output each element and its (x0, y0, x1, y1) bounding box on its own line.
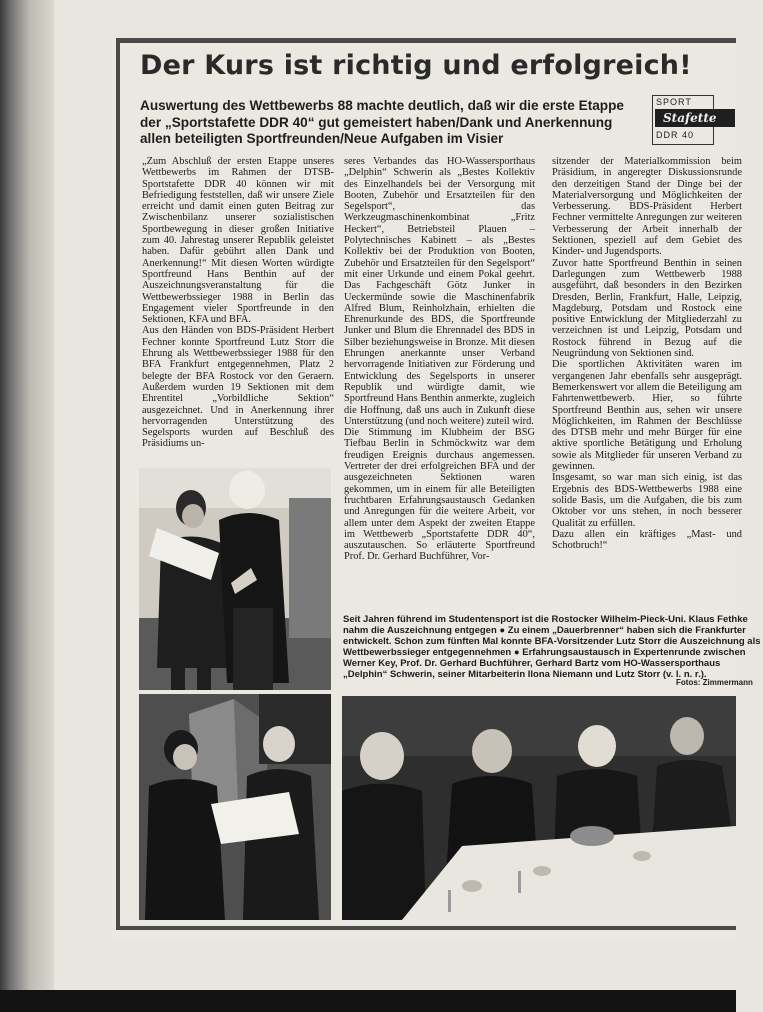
text-column-2 (344, 156, 535, 563)
frame-top-rule (118, 38, 736, 43)
photo-award-handover-2 (139, 694, 331, 920)
paragraph: Die Stimmung im Klubheim der BSG Tiefbau Berlin in Schmöckwitz war dem freudigen Ereignis durchaus angemessen. Vertreter der drei erfolgreichen BFA und der ausgezeichneten Sektionen waren gekommen, um in einem für alle Beteiligten fruchtbaren Erfahrungsaustausch Gedanken und Anregungen für die weitere Arbeit, vor allem unter dem Aspekt der zweiten Etappe im Wettbewerb „Sportstafette DDR 40“, auszutauschen. So erläuterte Sportfreund Prof. Dr. Gerhard Buchführer, Vor- (344, 427, 535, 563)
logo-script-label: Stafette (655, 109, 735, 127)
paragraph: seres Verbandes das HO-Wassersporthaus „Delphin“ Schwerin als „Bestes Kollektiv des Einzelhandels bei der Versorgung mit Booten, Zubehör und Ersatzteilen für den Segelsport“, das Werkzeugmaschinenkombinat „Fritz Heckert“, Betriebsteil Plauen – Polytechnisches Kabinett – als „Bestes Kollektiv bei der Produktion von Booten, Zubehör und Ersatzteilen für den Segelsport“ mit einer Urkunde und einem Pokal geehrt. Das Fachgeschäft Götz Junker in Ueckermünde sowie die Maschinenfabrik Alfred Blum, Reinholzhain, erhielten die Ehrenurkunde des BDS, die Sportfreunde Junker und Blum die Ehrennadel des BDS in Silber beziehungsweise in Bronze. Mit diesen Ehrungen anerkannte unser Verband hervorragende Initiativen zur Förderung und Entwicklung des Segelsports in unserer Republik und würdigte damit, wie Sportfreund Hans Benthin anmerkte, zugleich die Hoffnung, daß uns auch in Zukunft diese Unterstützung (und noch weitere) zuteil wird. (344, 156, 535, 427)
scan-bottom-shadow (0, 990, 736, 1012)
photo-award-handover-1-image (139, 468, 331, 690)
article-headline: Der Kurs ist richtig und erfolgreich! (140, 50, 692, 81)
text-column-3 (552, 156, 742, 552)
paragraph: Insgesamt, so war man sich einig, ist das Ergebnis des BDS-Wettbewerbs 1988 eine solide Basis, um die Aufgaben, die bis zum Oktober vor uns stehen, in noch besserer Qualität zu erfüllen. (552, 472, 742, 529)
logo-ddr-label: DDR 40 (656, 130, 695, 140)
book-spine-shadow (0, 0, 54, 1012)
paragraph: Aus den Händen von BDS-Präsident Herbert Fechner konnte Sportfreund Lutz Storr die Ehrung als Wettbewerbssieger 1988 für den BFA Frankfurt entgegennehmen, Platz 2 belegte der BFA Rostock vor den Geraern. Außerdem wurden 19 Sektionen mit dem Ehrentitel „Vorbildliche Sektion“ ausgezeichnet. Und in Anerkennung ihrer hervorragenden Unterstützung des Segelsports wurden auf Beschluß des Präsidiums un- (142, 325, 334, 450)
photo-expert-discussion-image (342, 696, 736, 920)
frame-left-rule (116, 38, 120, 928)
logo-sport-label: SPORT (656, 97, 692, 107)
text-column-1 (142, 156, 334, 450)
article-subheadline: Auswertung des Wettbewerbs 88 machte deutlich, daß wir die erste Etappe der „Sportstafette DDR 40“ gut gemeistert haben/Dank und Anerkennung allen beteiligten Sportfreunden/Neue Aufgaben im Visier (140, 98, 624, 147)
photo-caption-text: Seit Jahren führend im Studentensport ist die Rostocker Wilhelm-Pieck-Uni. Klaus Fethke nahm die Auszeichnung entgegen ● Zu einem „Dauerbrenner“ haben sich die Frankfurter entwickelt. Schon zum fünften Mal konnte BFA-Vorsitzender Lutz Storr die Auszeichnung als Wettbewerbssieger entgegennehmen ● Erfahrungsaustausch in Expertenrunde zwischen Werner Key, Prof. Dr. Gerhard Buchführer, Gerhard Bartz vom HO-Wassersporthaus „Delphin“ Schwerin, seiner Mitarbeiterin Ilona Niemann und Lutz Storr (v. l. n. r.). (343, 614, 761, 681)
photo-expert-discussion (342, 696, 736, 920)
paragraph: Die sportlichen Aktivitäten waren im vergangenen Jahr ebenfalls sehr ausgeprägt. Bemerkenswert vor allem die Beteiligung am Fahrtenwettbewerb. Hier, so führte Sportfreund Benthin aus, sehen wir unsere Möglichkeiten, im Rahmen der Beschlüsse des DTSB mehr und mehr Bürger für eine aktive sportliche Betätigung und Erholung sowie als Mitglieder für unseren Verband zu gewinnen. (552, 359, 742, 473)
paragraph: Zuvor hatte Sportfreund Benthin in seinen Darlegungen zum Wettbewerb 1988 ausgeführt, daß besonders in den Bezirken Dresden, Berlin, Frankfurt, Halle, Leipzig, Magdeburg, Potsdam und Rostock eine positive Entwicklung der Mitgliederzahl zu verzeichnen ist und Leipzig, Potsdam und Rostock führend in Bezug auf die Neugründung von Sektionen sind. (552, 257, 742, 360)
paragraph: „Zum Abschluß der ersten Etappe unseres Wettbewerbs im Rahmen der DTSB-Sportstafette DDR 40 können wir mit Befriedigung feststellen, daß wir unsere Ziele erreicht und damit einen guten Beitrag zur Zwischenbilanz unserer sozialistischen Sportbewegung in dieser großen Initiative zum 40. Jahrestag unserer Republik geleistet haben. Dafür gebührt allen Dank und Anerkennung!“ Mit diesen Worten würdigte Sportfreund Hans Benthin auf der Auszeichnungsveranstaltung für die Wettbewerbssieger 1988 in Berlin das Engagement vieler Sportfreunde in den Sektionen, KFA und BFA. (142, 156, 334, 326)
photo-credit: Fotos: Zimmermann (676, 678, 753, 687)
paragraph: Dazu allen ein kräftiges „Mast- und Schotbruch!“ (552, 528, 742, 552)
photo-award-handover-2-image (139, 694, 331, 920)
sportstafette-logo (652, 95, 736, 145)
frame-bottom-rule (116, 926, 736, 930)
photo-award-handover-1 (139, 468, 331, 690)
paragraph: sitzender der Materialkommission beim Präsidium, in angeregter Diskussionsrunde den derzeitigen Stand der Dinge bei der Materialversorgung und Möglichkeiten der Verbesserung. BDS-Präsident Herbert Fechner vermittelte Anregungen zur weiteren Verbesserung der Arbeit innerhalb der Sektionen, speziell auf dem Gebiet des Kinder- und Jugendsports. (552, 156, 742, 258)
